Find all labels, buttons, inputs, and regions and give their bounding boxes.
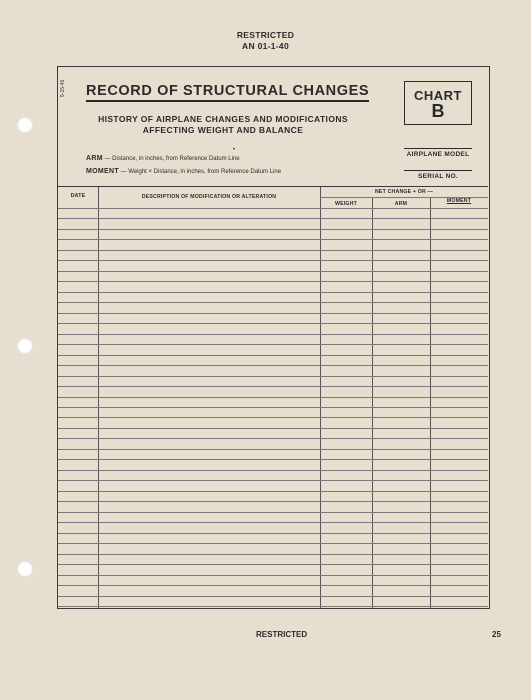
table-row-line bbox=[58, 376, 488, 377]
header-weight: WEIGHT bbox=[335, 201, 357, 207]
table-row-line bbox=[58, 302, 488, 303]
table-row-line bbox=[58, 575, 488, 576]
table-row-line bbox=[58, 323, 488, 324]
table-row-line bbox=[58, 438, 488, 439]
col-divider-weight bbox=[372, 197, 373, 608]
table-row-line bbox=[58, 292, 488, 293]
punch-hole-bottom bbox=[17, 561, 33, 577]
table-row-line bbox=[58, 459, 488, 460]
table-row-line bbox=[58, 397, 488, 398]
arm-definition-text: — Distance, in inches, from Reference Datum Line bbox=[104, 156, 240, 162]
table-row-line bbox=[58, 543, 488, 544]
table-row-line bbox=[58, 554, 488, 555]
table-row-line bbox=[58, 585, 488, 586]
table-row-line bbox=[58, 533, 488, 534]
structural-changes-form bbox=[57, 66, 490, 609]
table-row-line bbox=[58, 564, 488, 565]
table-row-line bbox=[58, 491, 488, 492]
punch-hole-top bbox=[17, 117, 33, 133]
form-subtitle-line2: AFFECTING WEIGHT AND BALANCE bbox=[142, 125, 304, 135]
table-row-line bbox=[58, 470, 488, 471]
bullet-mark: • bbox=[233, 147, 236, 153]
table-row-line bbox=[58, 344, 488, 345]
table-row-line bbox=[58, 229, 488, 230]
header-date: DATE bbox=[70, 193, 86, 199]
airplane-model-field[interactable]: AIRPLANE MODEL bbox=[404, 148, 472, 158]
table-row-line bbox=[58, 522, 488, 523]
header-description: DESCRIPTION OF MODIFICATION OR ALTERATION bbox=[141, 194, 277, 200]
arm-definition bbox=[86, 155, 240, 162]
form-subtitle-line1: HISTORY OF AIRPLANE CHANGES AND MODIFICATIONS bbox=[98, 114, 348, 124]
chart-id-box bbox=[404, 81, 472, 125]
moment-definition bbox=[86, 168, 281, 175]
punch-hole-middle bbox=[17, 338, 33, 354]
changes-table bbox=[58, 186, 488, 608]
document-number: AN 01-1-40 bbox=[242, 41, 289, 51]
table-row-line bbox=[58, 501, 488, 502]
table-row-line bbox=[58, 260, 488, 261]
table-row-line bbox=[58, 480, 488, 481]
table-row-line bbox=[58, 218, 488, 219]
header-moment: MOMENT bbox=[446, 198, 472, 204]
page-classification-bottom: RESTRICTED bbox=[256, 630, 308, 639]
table-row-line bbox=[58, 386, 488, 387]
form-side-number: 5-15-45 bbox=[60, 79, 66, 97]
serial-no-field[interactable]: SERIAL NO. bbox=[404, 170, 472, 180]
table-row-line bbox=[58, 596, 488, 597]
col-divider-arm bbox=[430, 197, 431, 608]
arm-term: ARM bbox=[86, 155, 103, 162]
table-header-line bbox=[58, 208, 488, 209]
table-row-line bbox=[58, 407, 488, 408]
table-row-line bbox=[58, 512, 488, 513]
header-arm: ARM bbox=[394, 201, 408, 207]
table-row-line bbox=[58, 606, 488, 607]
table-row-line bbox=[58, 313, 488, 314]
table-row-line bbox=[58, 334, 488, 335]
moment-definition-text: — Weight × Distance, in inches, from Reference Datum Line bbox=[120, 169, 282, 175]
table-row-line bbox=[58, 428, 488, 429]
chart-letter: B bbox=[431, 101, 445, 121]
table-row-line bbox=[58, 239, 488, 240]
table-row-line bbox=[58, 355, 488, 356]
table-row-line bbox=[58, 449, 488, 450]
table-row-line bbox=[58, 250, 488, 251]
form-title: RECORD OF STRUCTURAL CHANGES bbox=[86, 83, 369, 102]
moment-term: MOMENT bbox=[86, 168, 119, 175]
chart-label: CHART bbox=[414, 88, 462, 103]
page-number: 25 bbox=[492, 630, 501, 639]
page-classification-top: RESTRICTED bbox=[236, 30, 295, 40]
table-row-line bbox=[58, 417, 488, 418]
table-row-line bbox=[58, 365, 488, 366]
header-net-change: NET CHANGE + OR — bbox=[374, 189, 434, 195]
table-row-line bbox=[58, 271, 488, 272]
table-row-line bbox=[58, 281, 488, 282]
